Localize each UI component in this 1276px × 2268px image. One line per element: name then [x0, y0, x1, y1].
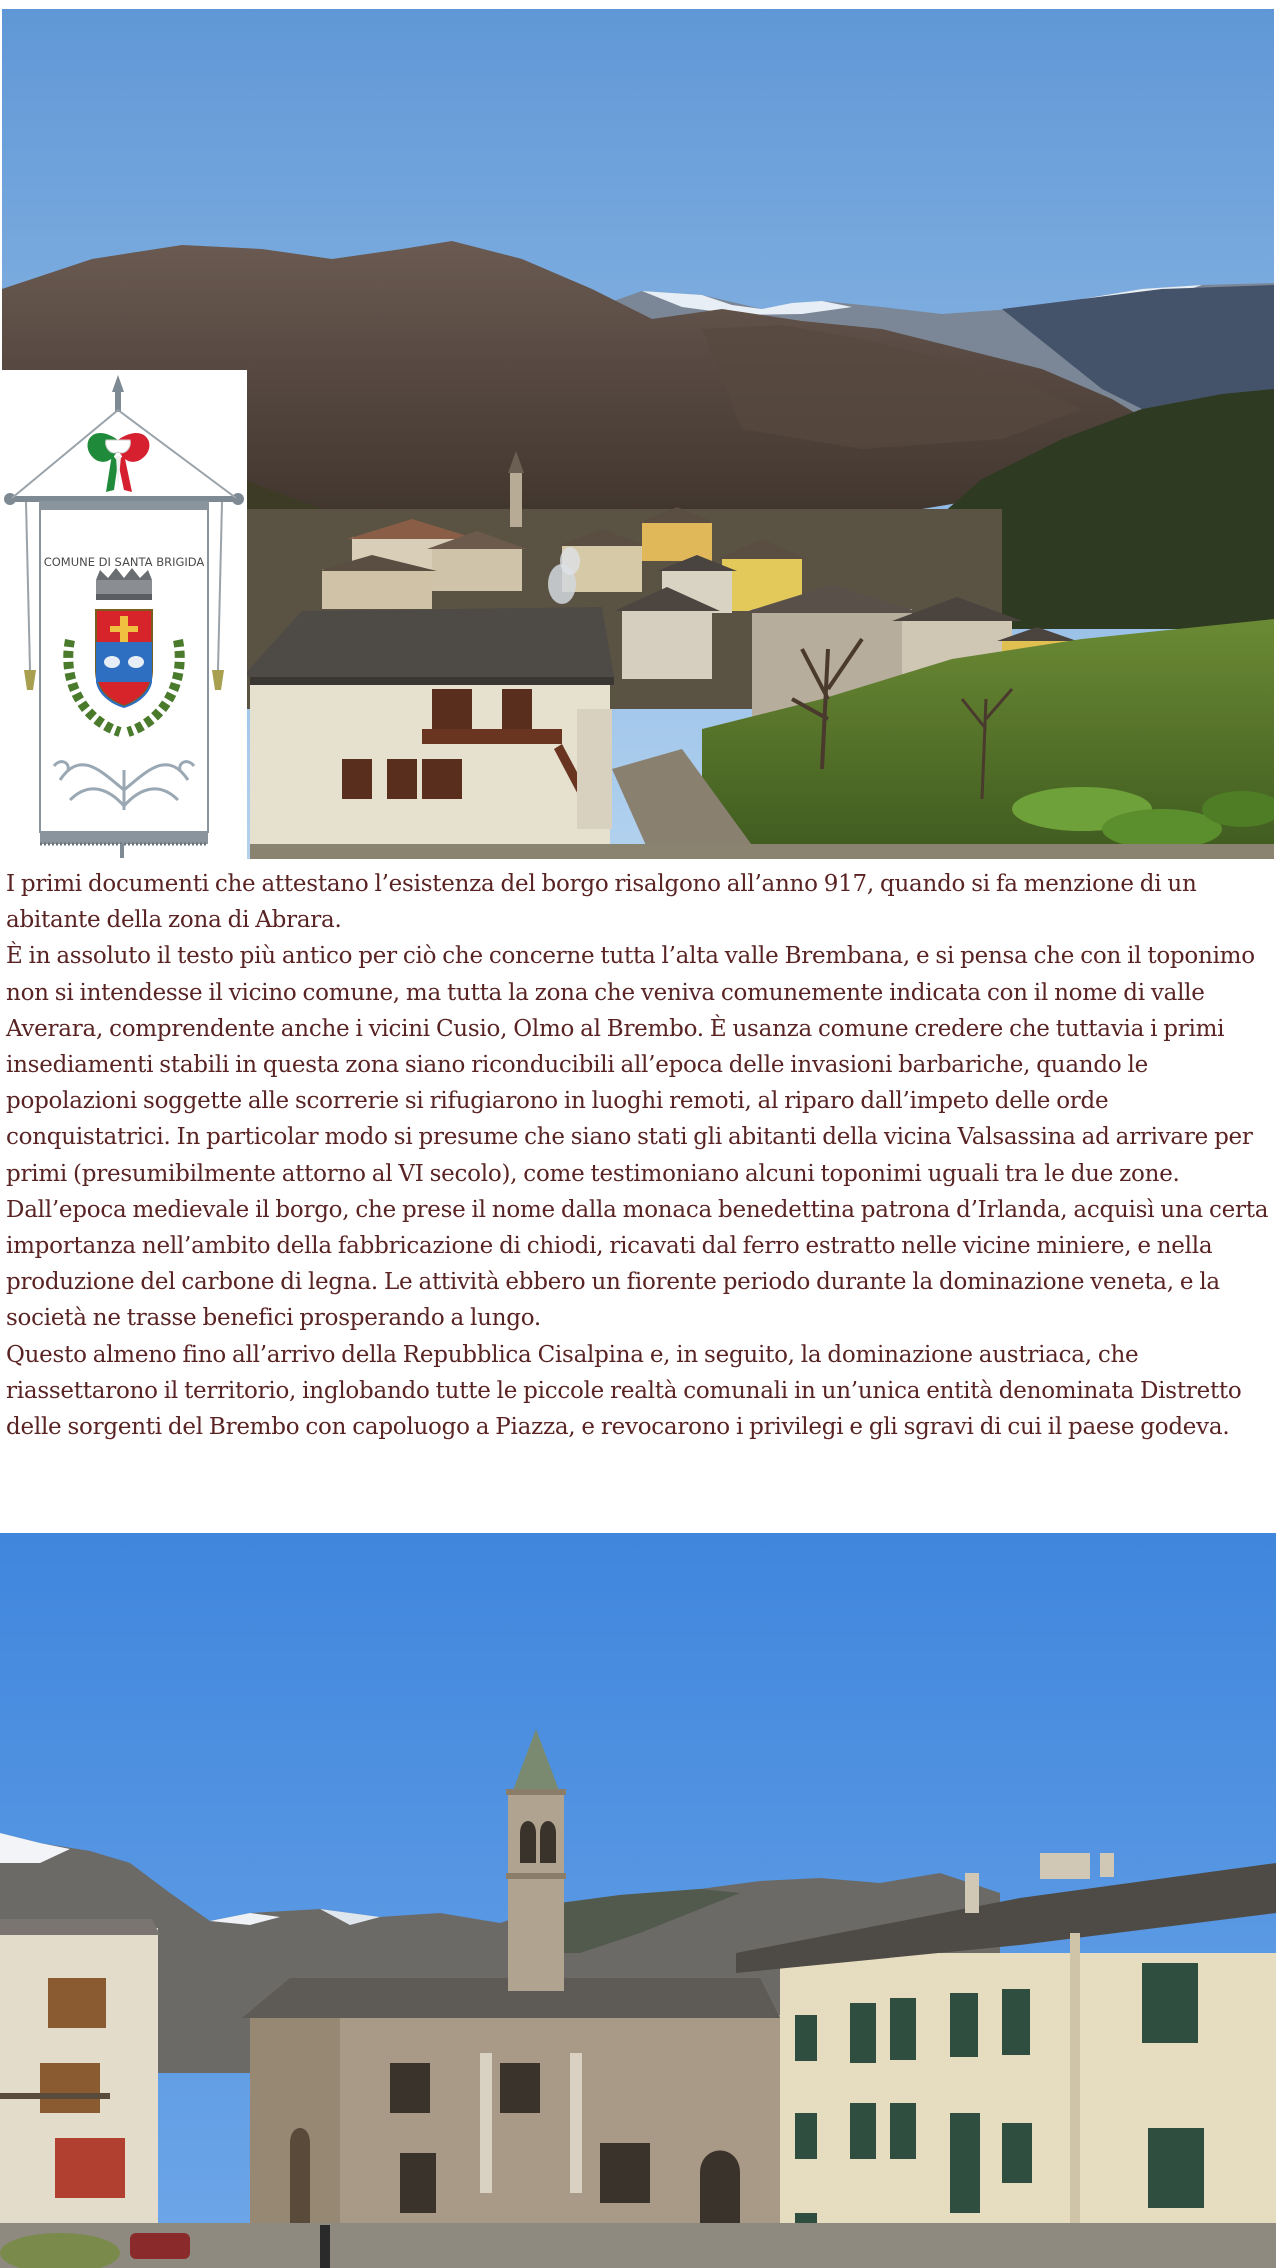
bell-tower	[508, 1791, 564, 1991]
history-paragraph: I primi documenti che attestano l’esistenza del borgo risalgono all’anno 917, quando si fa menzione di un abitante della zona di Abrara.	[6, 871, 1197, 934]
history-paragraph: È in assoluto il testo più antico per ciò che concerne tutta l’alta valle Brembana, e si pensa che con il toponimo non si intendesse il vicino comune, ma tutta la zona che veniva comunemente indicata con il nome di valle Averara, comprendente anche i vicini Cusio, Olmo al Brembo. È usanza comune credere che tuttavia i primi insediamenti stabili in questa zona siano riconducibili all’epoca delle invasioni barbariche, quando le popolazioni soggette alle scorrerie si rifugiarono in luoghi remoti, al riparo dall’impeto delle orde conquistatrici. In particolar modo si presume che siano stati gli abitanti della vicina Valsassina ad arrivare per primi (presumibilmente attorno al VI secolo), come testimoniano alcuni toponimi uguali tra le due zone.	[6, 943, 1255, 1187]
church-square-photo	[0, 1533, 1276, 2268]
comune-banner-gonfalone	[0, 370, 247, 859]
church-square-illustration	[0, 1533, 1276, 2268]
banner-illustration	[0, 370, 247, 859]
history-paragraph: Dall’epoca medievale il borgo, che prese il nome dalla monaca benedettina patrona d’Irlanda, acquisì una certa importanza nell’ambito della fabbricazione di chiodi, ricavati dal ferro estratto nelle vicine miniere, e nella produzione del carbone di legna. Le attività ebbero un fiorente periodo durante la dominazione veneta, e la società ne trasse benefici prosperando a lungo.	[6, 1196, 1269, 1332]
history-paragraph: Questo almeno fino all’arrivo della Repubblica Cisalpina e, in seguito, la dominazione austriaca, che riassettarono il territorio, inglobando tutte le piccole realtà comunali in un’unica entità denominata Distretto delle sorgenti del Brembo con capoluogo a Piazza, e revocarono i privilegi e gli sgravi di cui il paese godeva.	[6, 1341, 1242, 1441]
banner-title: COMUNE DI SANTA BRIGIDA	[43, 555, 205, 569]
history-text	[6, 866, 1270, 1445]
coat-of-arms-shield-icon	[96, 610, 152, 708]
